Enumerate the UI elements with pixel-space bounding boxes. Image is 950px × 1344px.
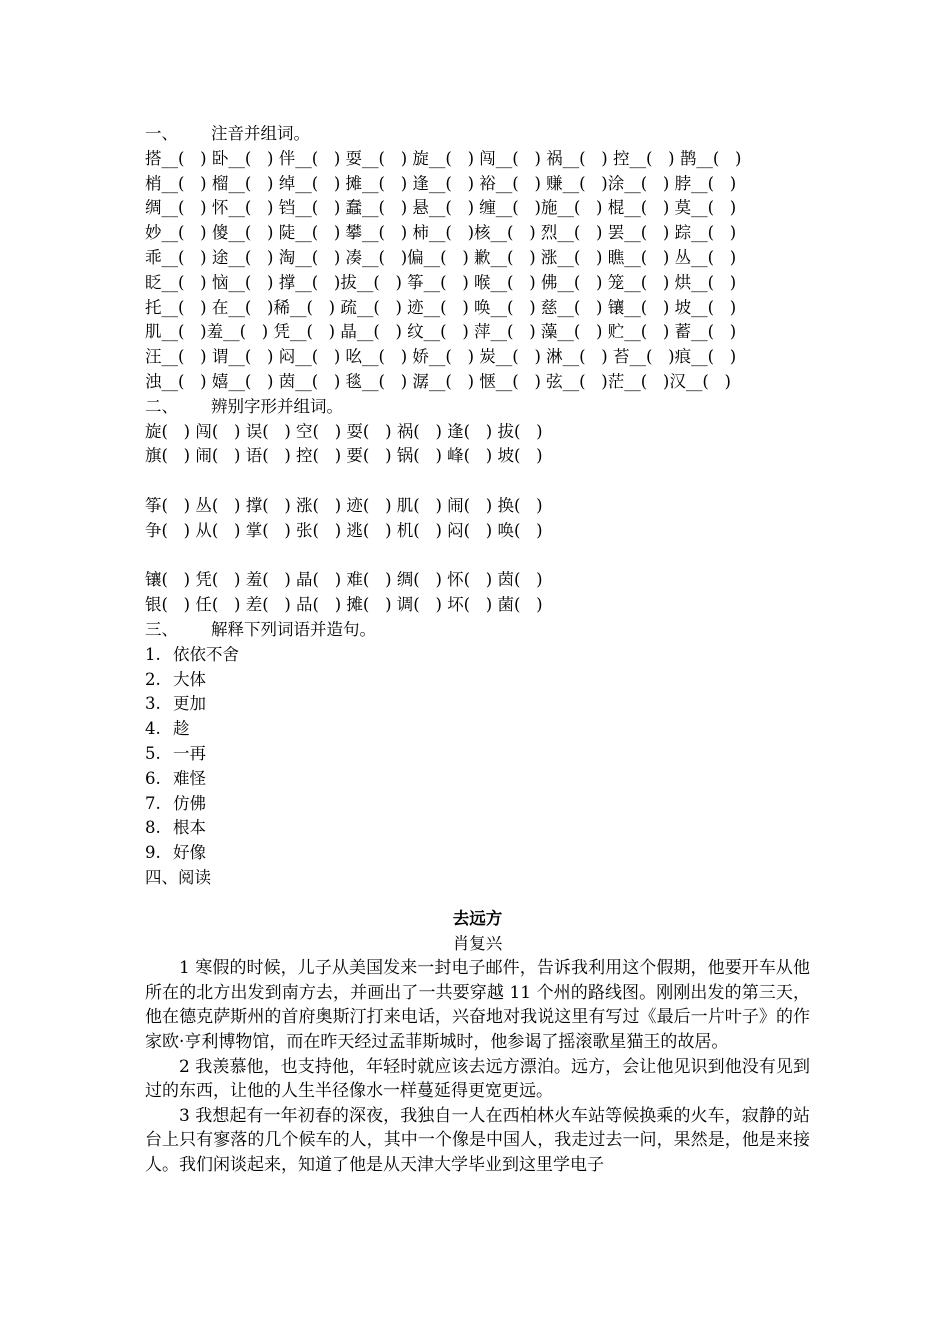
row-spacer bbox=[145, 544, 810, 569]
list-item-word: 大体 bbox=[173, 669, 206, 689]
list-item-number: 7. bbox=[145, 793, 161, 813]
list-item bbox=[145, 767, 810, 792]
article-title: 去远方 bbox=[452, 908, 503, 928]
list-item-word: 依依不舍 bbox=[173, 644, 239, 664]
list-item-number: 9. bbox=[145, 843, 161, 863]
list-item bbox=[145, 816, 810, 841]
exercise-row: 镶( ) 凭( ) 羞( ) 晶( ) 难( ) 绸( ) 怀( ) 茵( ) bbox=[145, 570, 543, 590]
exercise-row: 肌__( )羞__( ) 凭__( ) 晶__( ) 纹__( ) 萍__( ) 藻__( ) 贮__( ) 蓄__( ) bbox=[145, 322, 737, 342]
list-item-word: 更加 bbox=[173, 694, 206, 714]
list-item bbox=[145, 692, 810, 717]
list-item-number: 6. bbox=[145, 768, 161, 788]
exercise-row: 乖__( ) 途__( ) 淘__( ) 凑__( )偏__( ) 歉__( ) 涨__( ) 瞧__( ) 丛__( ) bbox=[145, 247, 737, 267]
list-item-word: 根本 bbox=[173, 818, 206, 838]
exercise-row: 旗( ) 闹( ) 语( ) 控( ) 要( ) 锅( ) 峰( ) 坡( ) bbox=[145, 446, 543, 466]
list-item bbox=[145, 668, 810, 693]
list-item bbox=[145, 792, 810, 817]
section-2-heading bbox=[145, 395, 810, 420]
section-number: 一、 bbox=[145, 124, 178, 143]
list-item-word: 好像 bbox=[173, 843, 206, 863]
vocabulary-list bbox=[145, 643, 810, 866]
list-item-word: 一再 bbox=[173, 743, 206, 763]
pinyin-exercise-rows bbox=[145, 147, 810, 395]
document-page bbox=[145, 122, 810, 1178]
exercise-row: 绸__( ) 怀__( ) 铛__( ) 蠢__( ) 悬__( ) 缠__( )施__( ) 棍__( ) 莫__( ) bbox=[145, 198, 737, 218]
exercise-row: 妙__( ) 傻__( ) 陡__( ) 攀__( ) 柿__( )核__( ) 烈__( ) 罢__( ) 踪__( ) bbox=[145, 223, 737, 243]
section-title: 解释下列词语并造句。 bbox=[211, 619, 376, 639]
list-item bbox=[145, 841, 810, 866]
list-item-number: 3. bbox=[145, 694, 161, 714]
list-item-number: 5. bbox=[145, 743, 161, 763]
article-paragraph: 3 我想起有一年初春的深夜，我独自一人在西柏林火车站等候换乘的火车，寂静的站台上只有寥落的几个候车的人，其中一个像是中国人，我走过去一问，果然是，他是来接人。我们闲谈起来，知道了他是从天津大学毕业到这里学电子 bbox=[145, 1105, 810, 1176]
section-1-heading bbox=[145, 122, 810, 147]
exercise-row: 旋( ) 闯( ) 误( ) 空( ) 耍( ) 祸( ) 逢( ) 拔( ) bbox=[145, 421, 543, 441]
list-item bbox=[145, 717, 810, 742]
section-title: 辨别字形并组词。 bbox=[211, 396, 343, 416]
article-author: 肖复兴 bbox=[452, 933, 503, 953]
list-item-word: 仿佛 bbox=[173, 793, 206, 813]
exercise-row: 争( ) 从( ) 掌( ) 张( ) 逃( ) 机( ) 闷( ) 唤( ) bbox=[145, 520, 543, 540]
section-3-heading bbox=[145, 618, 810, 643]
section-title: 注音并组词。 bbox=[211, 124, 310, 143]
article-paragraph: 2 我羡慕他，也支持他，年轻时就应该去远方漂泊。远方，会让他见识到他没有见到过的东西，让他的人生半径像水一样蔓延得更宽更远。 bbox=[145, 1056, 810, 1102]
exercise-row: 银( ) 任( ) 差( ) 品( ) 摊( ) 调( ) 坏( ) 菌( ) bbox=[145, 595, 543, 615]
list-item-number: 8. bbox=[145, 818, 161, 838]
exercise-row: 汪__( ) 谓__( ) 闷__( ) 吆__( ) 娇__( ) 炭__( ) 淋__( ) 苔__( )痕__( ) bbox=[145, 347, 737, 367]
list-item-word: 趁 bbox=[173, 719, 190, 739]
list-item-number: 1. bbox=[145, 644, 161, 664]
exercise-row: 眨__( ) 恼__( ) 撑__( )拔__( ) 筝__( ) 喉__( ) 佛__( ) 笼__( ) 烘__( ) bbox=[145, 272, 737, 292]
article-body bbox=[145, 956, 810, 1177]
list-item bbox=[145, 643, 810, 668]
list-item-word: 难怪 bbox=[173, 768, 206, 788]
exercise-row: 搭__( ) 卧__( ) 伴__( ) 耍__( ) 旋__( ) 闯__( ) 祸__( ) 控__( ) 鹊__( ) bbox=[145, 148, 742, 168]
article-paragraph: 1 寒假的时候，儿子从美国发来一封电子邮件，告诉我利用这个假期，他要开车从他所在的北方出发到南方去，并画出了一共要穿越 11 个州的路线图。刚刚出发的第三天，他在德克萨斯州的首府奥斯汀打来电话，兴奋地对我说这里有写过《最后一片叶子》的作家欧·亨利博物馆，而在昨天经过孟菲斯城时，他参谒了摇滚歌星猫王的故居。 bbox=[145, 958, 810, 1053]
section-4-heading: 四、阅读 bbox=[145, 867, 211, 887]
row-spacer bbox=[145, 469, 810, 494]
list-item-number: 2. bbox=[145, 669, 161, 689]
section-number: 三、 bbox=[145, 619, 178, 639]
exercise-row: 托__( ) 在__( )稀__( ) 疏__( ) 迹__( ) 唤__( ) 慈__( ) 镶__( ) 坡__( ) bbox=[145, 297, 737, 317]
exercise-row: 筝( ) 丛( ) 撑( ) 涨( ) 迹( ) 肌( ) 闹( ) 换( ) bbox=[145, 495, 543, 515]
exercise-row: 梢__( ) 榴__( ) 绰__( ) 摊__( ) 逢__( ) 裕__( ) 赚__( )涂__( ) 脖__( ) bbox=[145, 173, 737, 193]
exercise-row: 浊__( ) 嬉__( ) 茵__( ) 毯__( ) 潺__( ) 惬__( ) 弦__( )茫__( )汉__( ) bbox=[145, 371, 731, 391]
list-item bbox=[145, 742, 810, 767]
section-number: 二、 bbox=[145, 396, 178, 416]
list-item-number: 4. bbox=[145, 719, 161, 739]
character-form-rows bbox=[145, 420, 810, 618]
